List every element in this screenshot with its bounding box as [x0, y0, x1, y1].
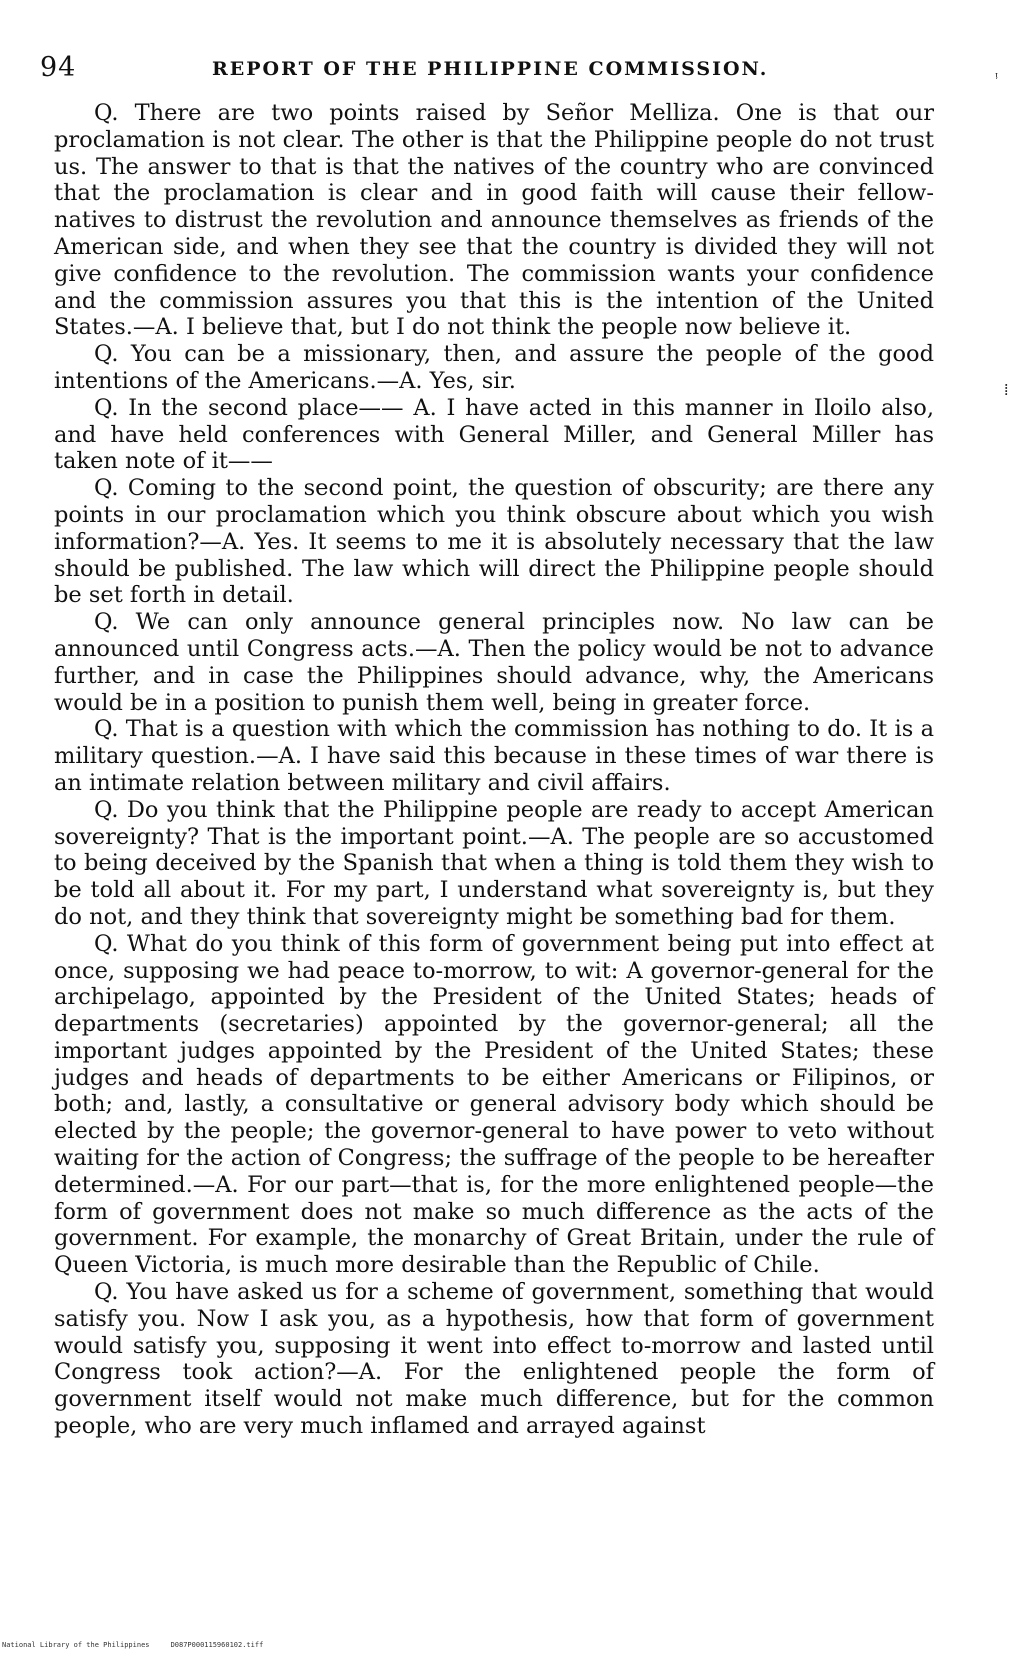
paragraph: Q. There are two points raised by Señor Melliza. One is that our proclamation is not clear. The other is that the Philippine people do not trust us. The answer to that is that the natives of the country who are convinced that the proclamation is clear and in good faith will cause their fellow-natives to distrust the revolution and announce themselves as friends of the American side, and when they see that the country is divided they will not give confidence to the revolution. The commission wants your confidence and the commission assures you that this is the intention of the United States.—A. I believe that, but I do not think the people now believe it.: [54, 100, 934, 341]
paragraph: Q. You can be a missionary, then, and assure the people of the good intentions of the Americans.—A. Yes, sir.: [54, 341, 934, 394]
paragraph: Q. What do you think of this form of government being put into effect at once, supposing we had peace to-morrow, to wit: A governor-general for the archipelago, appointed by the President of the United States; heads of departments (secretaries) appointed by the governor-general; all the important judges appointed by the President of the United States; these judges and heads of departments to be either Americans or Filipinos, or both; and, lastly, a consultative or general advisory body which should be elected by the people; the governor-general to have power to veto without waiting for the action of Congress; the suffrage of the people to be hereafter determined.—A. For our part—that is, for the more enlightened people—the form of government does not make so much difference as the acts of the government. For example, the monarchy of Great Britain, under the rule of Queen Victoria, is much more desirable than the Republic of Chile.: [54, 930, 934, 1279]
paragraph: Q. Do you think that the Philippine people are ready to accept American sovereignty? That is the important point.—A. The people are so accustomed to being deceived by the Spanish that when a thing is told them they wish to be told all about it. For my part, I understand what sovereignty is, but they do not, and they think that sovereignty might be something bad for them.: [54, 796, 934, 930]
paragraph: Q. Coming to the second point, the question of obscurity; are there any points in our proclamation which you think obscure about which you wish information?—A. Yes. It seems to me it is absolutely necessary that the law should be published. The law which will direct the Philippine people should be set forth in detail.: [54, 475, 934, 609]
body-text: [54, 100, 934, 1440]
paragraph: Q. That is a question with which the commission has nothing to do. It is a military question.—A. I have said this because in these times of war there is an intimate relation between military and civil affairs.: [54, 716, 934, 796]
paragraph: Q. We can only announce general principles now. No law can be announced until Congress acts.—A. Then the policy would be not to advance further, and in case the Philippines should advance, why, the Americans would be in a position to punish them well, being in greater force.: [54, 609, 934, 716]
paragraph: Q. You have asked us for a scheme of government, something that would satisfy you. Now I ask you, as a hypothesis, how that form of government would satisfy you, supposing it went into effect to-morrow and lasted until Congress took action?—A. For the enlightened people the form of government itself would not make much difference, but for the common people, who are very much inflamed and arrayed against: [54, 1279, 934, 1440]
margin-mark: ᵎ: [995, 70, 998, 86]
running-head: REPORT OF THE PHILIPPINE COMMISSION.: [212, 58, 769, 80]
margin-mark: ⁞: [1004, 380, 1009, 399]
page-header: [40, 52, 940, 92]
page-number: 94: [40, 52, 77, 83]
paragraph: Q. In the second place—— A. I have acted in this manner in Iloilo also, and have held conferences with General Miller, and General Miller has taken note of it——: [54, 394, 934, 475]
scan-footer: National Library of the Philippines D087P000115960102.tiff: [2, 1641, 264, 1649]
